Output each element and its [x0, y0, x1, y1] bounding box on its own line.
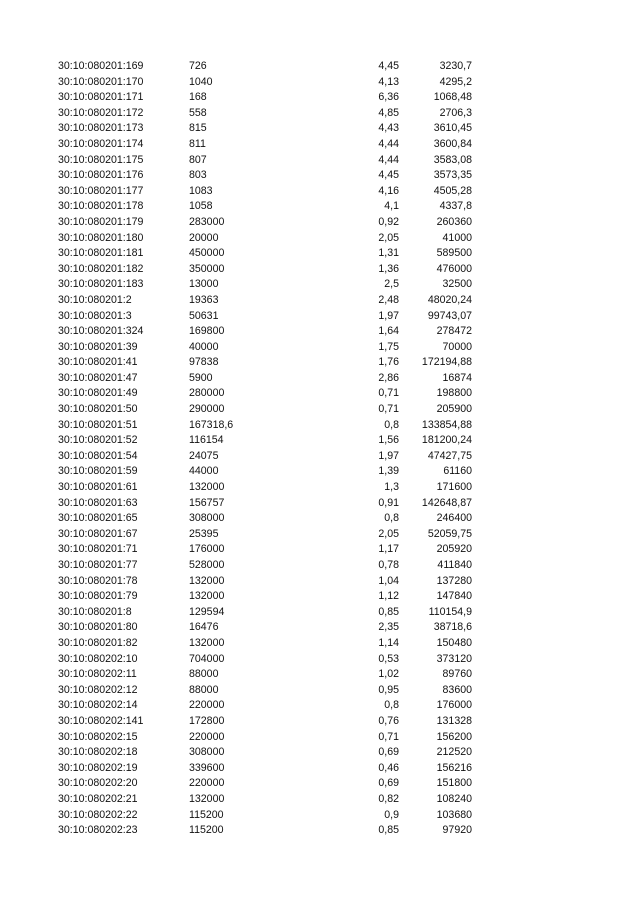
area-cell: 115200: [189, 824, 224, 837]
area-cell: 220000: [189, 699, 225, 712]
value-cell: 41000: [442, 231, 472, 244]
table-row: [0, 761, 640, 777]
cadastral-number-cell: 30:10:080201:181: [58, 247, 144, 260]
cadastral-number-cell: 30:10:080201:54: [58, 449, 138, 462]
value-cell: 110154,9: [428, 605, 472, 618]
value-cell: 176000: [436, 699, 472, 712]
rate-cell: 4,45: [378, 60, 399, 72]
table-row: [0, 823, 640, 839]
rate-cell: 4,44: [378, 153, 399, 166]
cadastral-number-cell: 30:10:080201:39: [58, 340, 138, 353]
rate-cell: 0,46: [378, 761, 399, 774]
cadastral-number-cell: 30:10:080201:59: [58, 465, 138, 478]
value-cell: 3600,84: [433, 137, 472, 150]
table-row: [0, 542, 640, 558]
rate-cell: 1,39: [378, 465, 399, 478]
area-cell: 1040: [189, 75, 213, 88]
area-cell: 24075: [189, 449, 219, 462]
rate-cell: 0,76: [378, 714, 399, 727]
cadastral-number-cell: 30:10:080201:180: [58, 231, 144, 244]
cadastral-number-cell: 30:10:080202:20: [58, 777, 138, 790]
area-cell: 40000: [189, 340, 219, 353]
value-cell: 246400: [436, 512, 472, 525]
rate-cell: 2,48: [378, 293, 399, 306]
area-cell: 290000: [189, 403, 225, 416]
rate-cell: 1,04: [378, 574, 399, 587]
area-cell: 339600: [189, 761, 225, 774]
cadastral-number-cell: 30:10:080201:65: [58, 512, 138, 525]
value-cell: 32500: [442, 278, 472, 291]
area-cell: 558: [189, 106, 207, 119]
rate-cell: 1,02: [378, 668, 399, 681]
cadastral-number-cell: 30:10:080202:18: [58, 746, 138, 759]
rate-cell: 1,76: [378, 356, 399, 369]
area-cell: 13000: [189, 278, 219, 291]
value-cell: 61160: [443, 465, 472, 478]
area-cell: 5900: [189, 371, 213, 384]
table-row: [0, 90, 640, 106]
cadastral-number-cell: 30:10:080202:12: [58, 683, 138, 696]
area-cell: 528000: [189, 559, 225, 571]
table-row: [0, 636, 640, 652]
value-cell: 131328: [436, 714, 472, 727]
area-cell: 811: [189, 137, 206, 150]
rate-cell: 4,16: [378, 184, 399, 197]
table-row: [0, 293, 640, 309]
cadastral-number-cell: 30:10:080201:52: [58, 434, 138, 447]
area-cell: 97838: [189, 356, 219, 369]
value-cell: 373120: [436, 652, 472, 665]
value-cell: 476000: [436, 262, 472, 275]
table-row: [0, 558, 640, 574]
cadastral-number-cell: 30:10:080201:79: [58, 590, 138, 603]
rate-cell: 2,05: [378, 231, 399, 244]
area-cell: 815: [189, 122, 207, 135]
area-cell: 807: [189, 153, 207, 166]
table-row: [0, 355, 640, 371]
table-row: [0, 231, 640, 247]
cadastral-number-cell: 30:10:080201:67: [58, 527, 138, 540]
cadastral-number-cell: 30:10:080201:47: [58, 371, 138, 384]
rate-cell: 0,8: [384, 512, 399, 525]
rate-cell: 0,69: [378, 746, 399, 759]
cadastral-number-cell: 30:10:080201:324: [58, 325, 144, 338]
data-table: [0, 59, 640, 839]
table-row: [0, 386, 640, 402]
table-row: [0, 527, 640, 543]
table-row: [0, 121, 640, 137]
cadastral-number-cell: 30:10:080201:41: [58, 356, 138, 369]
cadastral-number-cell: 30:10:080201:175: [58, 153, 144, 166]
table-row: [0, 184, 640, 200]
value-cell: 133854,88: [421, 418, 472, 431]
rate-cell: 1,31: [378, 247, 399, 260]
area-cell: 1083: [189, 184, 213, 197]
cadastral-number-cell: 30:10:080201:77: [58, 559, 138, 571]
area-cell: 220000: [189, 730, 225, 743]
table-row: [0, 59, 640, 75]
table-row: [0, 574, 640, 590]
value-cell: 181200,24: [421, 434, 472, 447]
rate-cell: 1,3: [384, 481, 399, 494]
table-row: [0, 324, 640, 340]
area-cell: 167318,6: [189, 418, 234, 431]
area-cell: 132000: [189, 636, 225, 649]
table-row: [0, 246, 640, 262]
rate-cell: 0,92: [378, 215, 399, 228]
value-cell: 47427,75: [427, 449, 472, 462]
value-cell: 142648,87: [421, 496, 472, 509]
cadastral-number-cell: 30:10:080201:8: [58, 605, 132, 618]
area-cell: 704000: [189, 652, 225, 665]
area-cell: 132000: [189, 481, 225, 494]
table-row: [0, 714, 640, 730]
value-cell: 108240: [436, 792, 472, 805]
rate-cell: 4,13: [378, 75, 399, 88]
rate-cell: 0,53: [378, 652, 399, 665]
cadastral-number-cell: 30:10:080201:179: [58, 215, 144, 228]
cadastral-number-cell: 30:10:080201:171: [58, 91, 144, 104]
value-cell: 52059,75: [427, 527, 472, 540]
cadastral-number-cell: 30:10:080201:177: [58, 184, 144, 197]
area-cell: 1058: [189, 200, 213, 213]
value-cell: 589500: [436, 247, 472, 260]
rate-cell: 0,82: [378, 792, 399, 805]
value-cell: 83600: [442, 683, 472, 696]
value-cell: 70000: [442, 340, 472, 353]
rate-cell: 4,1: [384, 200, 399, 213]
cadastral-number-cell: 30:10:080202:19: [58, 761, 138, 774]
value-cell: 137280: [436, 574, 472, 587]
value-cell: 1068,48: [433, 91, 472, 104]
cadastral-number-cell: 30:10:080201:82: [58, 636, 138, 649]
value-cell: 278472: [436, 325, 472, 338]
cadastral-number-cell: 30:10:080202:14: [58, 699, 138, 712]
table-row: [0, 698, 640, 714]
table-row: [0, 605, 640, 621]
table-row: [0, 683, 640, 699]
cadastral-number-cell: 30:10:080202:141: [58, 714, 144, 727]
table-row: [0, 464, 640, 480]
area-cell: 803: [189, 169, 207, 182]
rate-cell: 0,78: [378, 559, 399, 571]
table-row: [0, 449, 640, 465]
value-cell: 89760: [442, 668, 472, 681]
area-cell: 88000: [189, 668, 219, 681]
rate-cell: 4,44: [378, 137, 399, 150]
table-row: [0, 745, 640, 761]
rate-cell: 1,36: [378, 262, 399, 275]
value-cell: 172194,88: [421, 356, 472, 369]
value-cell: 260360: [436, 215, 472, 228]
table-row: [0, 433, 640, 449]
table-row: [0, 106, 640, 122]
value-cell: 150480: [436, 636, 472, 649]
area-cell: 132000: [189, 574, 225, 587]
cadastral-number-cell: 30:10:080202:15: [58, 730, 138, 743]
area-cell: 220000: [189, 777, 225, 790]
table-row: [0, 153, 640, 169]
value-cell: 4337,8: [439, 200, 472, 213]
rate-cell: 0,9: [384, 808, 399, 821]
table-row: [0, 776, 640, 792]
value-cell: 147840: [436, 590, 472, 603]
cadastral-number-cell: 30:10:080201:61: [58, 481, 138, 494]
table-row: [0, 215, 640, 231]
area-cell: 283000: [189, 215, 225, 228]
cadastral-number-cell: 30:10:080201:50: [58, 403, 138, 416]
rate-cell: 1,56: [378, 434, 399, 447]
cadastral-number-cell: 30:10:080201:2: [58, 293, 132, 306]
area-cell: 280000: [189, 387, 225, 400]
value-cell: 16874: [442, 371, 472, 384]
area-cell: 88000: [189, 683, 219, 696]
rate-cell: 4,43: [378, 122, 399, 135]
rate-cell: 4,85: [378, 106, 399, 119]
area-cell: 450000: [189, 247, 225, 260]
table-row: [0, 792, 640, 808]
cadastral-number-cell: 30:10:080201:49: [58, 387, 138, 400]
cadastral-number-cell: 30:10:080201:172: [58, 106, 144, 119]
rate-cell: 2,05: [378, 527, 399, 540]
rate-cell: 0,95: [378, 683, 399, 696]
area-cell: 156757: [189, 496, 225, 509]
table-row: [0, 620, 640, 636]
rate-cell: 0,91: [378, 496, 399, 509]
table-row: [0, 511, 640, 527]
rate-cell: 0,8: [384, 699, 399, 712]
rate-cell: 0,71: [378, 730, 399, 743]
rate-cell: 6,36: [378, 91, 399, 104]
value-cell: 4505,28: [433, 184, 472, 197]
value-cell: 156216: [436, 761, 472, 774]
rate-cell: 0,85: [378, 605, 399, 618]
rate-cell: 0,71: [378, 387, 399, 400]
rate-cell: 1,64: [378, 325, 399, 338]
cadastral-number-cell: 30:10:080202:23: [58, 824, 138, 837]
cadastral-number-cell: 30:10:080201:80: [58, 621, 138, 634]
table-row: [0, 480, 640, 496]
table-row: [0, 652, 640, 668]
cadastral-number-cell: 30:10:080201:71: [58, 543, 138, 556]
value-cell: 3583,08: [433, 153, 472, 166]
value-cell: 97920: [442, 824, 472, 837]
table-row: [0, 418, 640, 434]
value-cell: 171600: [436, 481, 472, 494]
value-cell: 198800: [436, 387, 472, 400]
table-row: [0, 340, 640, 356]
cadastral-number-cell: 30:10:080201:51: [58, 418, 138, 431]
area-cell: 169800: [189, 325, 225, 338]
area-cell: 132000: [189, 590, 225, 603]
area-cell: 172800: [189, 714, 225, 727]
value-cell: 212520: [436, 746, 472, 759]
value-cell: 205920: [436, 543, 472, 556]
area-cell: 44000: [189, 465, 219, 478]
cadastral-number-cell: 30:10:080201:3: [58, 309, 132, 322]
value-cell: 99743,07: [427, 309, 472, 322]
area-cell: 19363: [189, 293, 219, 306]
cadastral-number-cell: 30:10:080201:170: [58, 75, 144, 88]
value-cell: 4295,2: [439, 75, 472, 88]
cadastral-number-cell: 30:10:080202:22: [58, 808, 138, 821]
table-row: [0, 75, 640, 91]
value-cell: 156200: [436, 730, 472, 743]
rate-cell: 1,97: [378, 309, 399, 322]
area-cell: 350000: [189, 262, 225, 275]
value-cell: 48020,24: [427, 293, 472, 306]
cadastral-number-cell: 30:10:080202:10: [58, 652, 138, 665]
rate-cell: 0,85: [378, 824, 399, 837]
rate-cell: 2,35: [378, 621, 399, 634]
value-cell: 3230,7: [439, 60, 472, 72]
value-cell: 103680: [436, 808, 472, 821]
table-row: [0, 277, 640, 293]
area-cell: 176000: [189, 543, 225, 556]
cadastral-number-cell: 30:10:080201:173: [58, 122, 144, 135]
cadastral-number-cell: 30:10:080201:78: [58, 574, 138, 587]
rate-cell: 1,14: [378, 636, 399, 649]
area-cell: 726: [189, 60, 207, 72]
table-row: [0, 808, 640, 824]
table-row: [0, 199, 640, 215]
rate-cell: 1,17: [378, 543, 399, 556]
cadastral-number-cell: 30:10:080202:11: [58, 668, 137, 681]
area-cell: 168: [189, 91, 207, 104]
table-row: [0, 667, 640, 683]
rate-cell: 0,71: [378, 403, 399, 416]
rate-cell: 4,45: [378, 169, 399, 182]
table-row: [0, 371, 640, 387]
area-cell: 115200: [189, 808, 224, 821]
value-cell: 205900: [436, 403, 472, 416]
value-cell: 3573,35: [433, 169, 472, 182]
table-row: [0, 496, 640, 512]
cadastral-number-cell: 30:10:080202:21: [58, 792, 138, 805]
value-cell: 3610,45: [433, 122, 472, 135]
area-cell: 16476: [189, 621, 219, 634]
value-cell: 411840: [437, 559, 472, 571]
value-cell: 151800: [436, 777, 472, 790]
area-cell: 116154: [189, 434, 224, 447]
cadastral-number-cell: 30:10:080201:176: [58, 169, 144, 182]
cadastral-number-cell: 30:10:080201:182: [58, 262, 144, 275]
cadastral-number-cell: 30:10:080201:174: [58, 137, 144, 150]
rate-cell: 1,97: [378, 449, 399, 462]
table-row: [0, 309, 640, 325]
cadastral-number-cell: 30:10:080201:183: [58, 278, 144, 291]
cadastral-number-cell: 30:10:080201:63: [58, 496, 138, 509]
area-cell: 308000: [189, 746, 225, 759]
value-cell: 2706,3: [439, 106, 472, 119]
rate-cell: 0,69: [378, 777, 399, 790]
table-row: [0, 402, 640, 418]
table-row: [0, 730, 640, 746]
area-cell: 308000: [189, 512, 225, 525]
table-row: [0, 589, 640, 605]
rate-cell: 0,8: [384, 418, 399, 431]
cadastral-number-cell: 30:10:080201:169: [58, 60, 144, 72]
rate-cell: 2,86: [378, 371, 399, 384]
table-row: [0, 137, 640, 153]
value-cell: 38718,6: [433, 621, 472, 634]
rate-cell: 2,5: [384, 278, 399, 291]
rate-cell: 1,12: [378, 590, 399, 603]
area-cell: 50631: [189, 309, 219, 322]
table-row: [0, 168, 640, 184]
cadastral-number-cell: 30:10:080201:178: [58, 200, 144, 213]
rate-cell: 1,75: [378, 340, 399, 353]
area-cell: 129594: [189, 605, 225, 618]
area-cell: 132000: [189, 792, 225, 805]
area-cell: 25395: [189, 527, 219, 540]
table-row: [0, 262, 640, 278]
area-cell: 20000: [189, 231, 219, 244]
